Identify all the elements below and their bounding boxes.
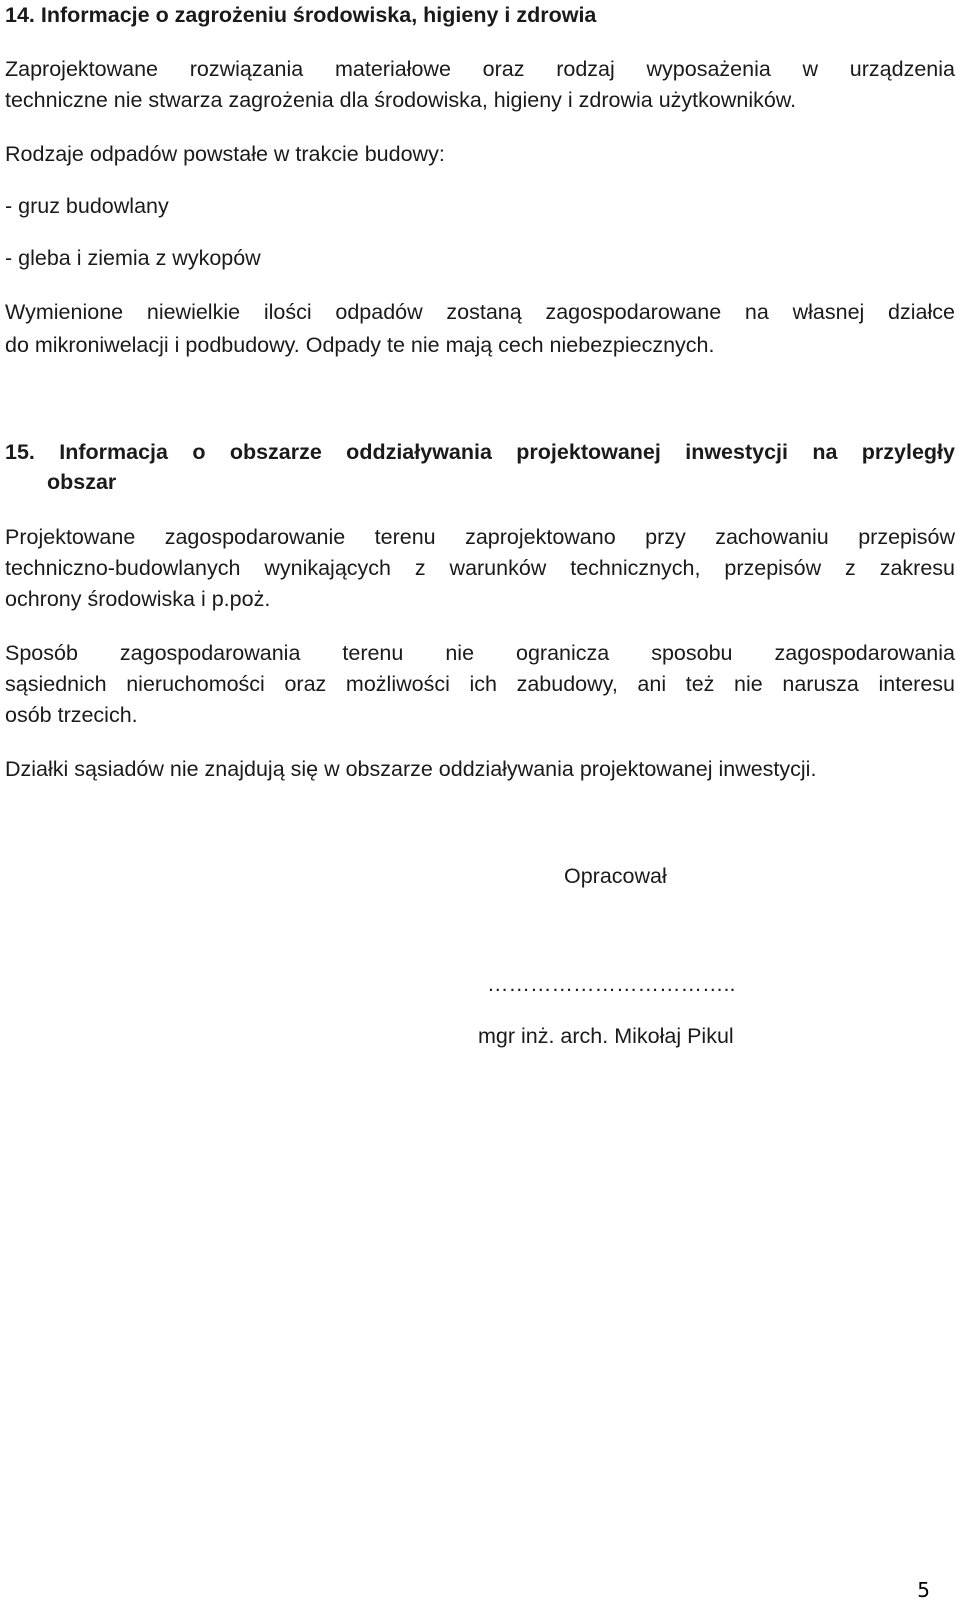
section-15-paragraph-2-line-3: osób trzecich. [5,703,138,727]
section-15-paragraph-1-line-2: techniczno-budowlanych wynikających z warunków technicznych, przepisów z zakresu [5,556,955,580]
section-15-paragraph-3: Działki sąsiadów nie znajdują się w obszarze oddziaływania projektowanej inwestycji. [5,757,817,781]
signature-line: …………………………….. [487,972,736,996]
section-15-paragraph-1-line-1: Projektowane zagospodarowanie terenu zaprojektowano przy zachowaniu przepisów [5,525,955,549]
waste-item: - gleba i ziemia z wykopów [5,246,261,270]
section-15-paragraph-2-line-2: sąsiednich nieruchomości oraz możliwości ich zabudowy, ani też nie narusza interesu [5,672,955,696]
section-15-heading-line-1: 15. Informacja o obszarze oddziaływania projektowanej inwestycji na przyległy [5,440,955,464]
section-14-paragraph-2-line-2: do mikroniwelacji i podbudowy. Odpady te nie mają cech niebezpiecznych. [5,333,715,357]
section-15-paragraph-2-line-1: Sposób zagospodarowania terenu nie ogranicza sposobu zagospodarowania [5,641,955,665]
waste-item: - gruz budowlany [5,194,169,218]
section-14-paragraph-1-line-2: techniczne nie stwarza zagrożenia dla środowiska, higieny i zdrowia użytkowników. [5,88,797,112]
section-14-heading: 14. Informacje o zagrożeniu środowiska, higieny i zdrowia [5,3,597,27]
prepared-by-label: Opracował [564,864,667,888]
page-number: 5 [917,1578,930,1602]
section-15-paragraph-1-line-3: ochrony środowiska i p.poż. [5,587,271,611]
section-15-heading-line-2: obszar [47,470,117,494]
section-14-paragraph-1-line-1: Zaprojektowane rozwiązania materiałowe oraz rodzaj wyposażenia w urządzenia [5,57,955,81]
section-14-paragraph-2-line-1: Wymienione niewielkie ilości odpadów zostaną zagospodarowane na własnej działce [5,300,955,324]
waste-intro: Rodzaje odpadów powstałe w trakcie budowy: [5,142,445,166]
author-name: mgr inż. arch. Mikołaj Pikul [478,1024,734,1048]
